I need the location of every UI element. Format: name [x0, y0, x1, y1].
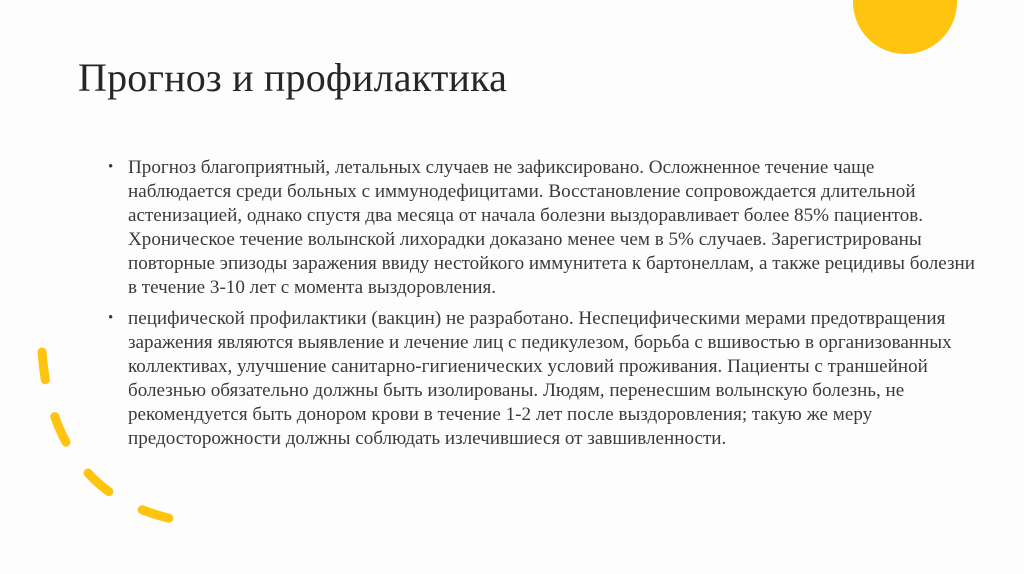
bullet-marker: •: [108, 310, 114, 327]
bullet-prognosis: [108, 156, 976, 299]
bullet-marker: •: [108, 159, 114, 175]
slide-title: Прогноз и профилактика: [78, 55, 508, 100]
bullet-prevention: [108, 307, 976, 450]
bullet-text: пецифической профилактики (вакцин) не разработано. Неспецифическими мерами предотвращения заражения являются выявление и лечение лиц с педикулезом, борьба с вшивостью в организованных коллективах, улучшение санитарно-гигиенических условий проживания. Пациенты с траншейной болезнью обязательно должны быть изолированы. Людям, перенесшим волынскую болезнь, не рекомендуется быть донором крови в течение 1-2 лет после выздоровления; такую же меру предосторожности должны соблюдать излечившиеся от завшивленности.: [128, 308, 952, 449]
bullet-list: [108, 156, 976, 459]
bullet-text: Прогноз благоприятный, летальных случаев не зафиксировано. Осложненное течение чаще наблюдается среди больных с иммунодефицитами. Восстановление сопровождается длительной астенизацией, однако спустя два месяца от начала болезни выздоравливает более 85% пациентов. Хроническое течение волынской лихорадки доказано менее чем в 5% случаев. Зарегистрированы повторные эпизоды заражения ввиду нестойкого иммунитета к бартонеллам, а также рецидивы болезни в течение 3-10 лет с момента выздоровления.: [128, 157, 975, 298]
